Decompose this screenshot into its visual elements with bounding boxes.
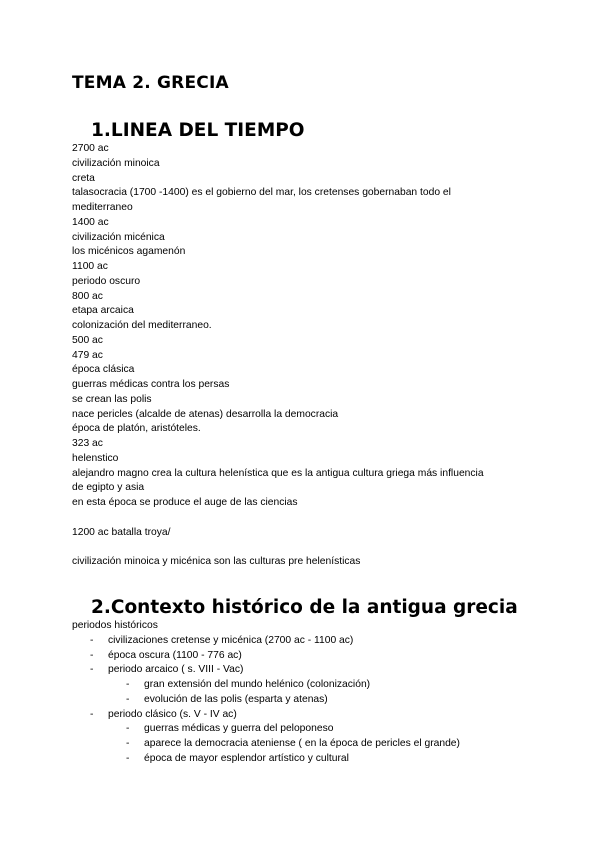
dash-bullet: - <box>126 738 130 749</box>
periods-list <box>72 634 542 767</box>
timeline-line: 1100 ac <box>72 261 108 272</box>
dash-bullet: - <box>126 752 130 764</box>
timeline-line: mediterraneo <box>72 202 133 213</box>
sub-list <box>108 678 542 708</box>
timeline-line: helenstico <box>72 452 119 464</box>
list-item <box>72 708 542 767</box>
timeline-line: época de platón, aristóteles. <box>72 423 201 435</box>
blank-line <box>72 511 542 526</box>
timeline-line: 1400 ac <box>72 216 109 228</box>
note-pre-helenisticas: civilización minoica y micénica son las culturas pre helenísticas <box>72 556 361 567</box>
sub-list-item-text: guerras médicas y guerra del peloponeso <box>144 723 334 735</box>
dash-bullet: - <box>126 693 130 705</box>
list-item-text: civilizaciones cretense y micénica (2700 ac - 1100 ac) <box>108 634 354 646</box>
timeline-line: creta <box>72 172 95 184</box>
timeline-line: guerras médicas contra los persas <box>72 379 230 390</box>
periods-intro: periodos históricos <box>72 620 158 631</box>
timeline-line: 479 ac <box>72 349 103 361</box>
timeline-line: nace pericles (alcalde de atenas) desarrolla la democracia <box>72 408 339 420</box>
timeline-line: de egipto y asia <box>72 482 145 494</box>
sub-list-item <box>72 737 542 752</box>
timeline-line: época clásica <box>72 364 135 376</box>
list-item-text: periodo arcaico ( s. VIII - Vac) <box>108 664 244 676</box>
sub-list-item <box>72 678 542 693</box>
dash-bullet: - <box>126 723 130 735</box>
timeline-line: los micénicos agamenón <box>72 246 186 258</box>
timeline-line: 800 ac <box>72 290 103 302</box>
sub-list-item <box>72 722 542 737</box>
list-item-text: periodo clásico (s. V - IV ac) <box>108 708 237 720</box>
timeline-line: 323 ac <box>72 438 103 449</box>
timeline-line: 500 ac <box>72 334 103 346</box>
note-troya: 1200 ac batalla troya/ <box>72 526 171 538</box>
page-title: TEMA 2. GRECIA <box>72 73 229 93</box>
timeline-line: civilización micénica <box>72 231 165 243</box>
timeline-line: en esta época se produce el auge de las ciencias <box>72 497 298 508</box>
timeline-line: colonización del mediterraneo. <box>72 320 212 331</box>
dash-bullet: - <box>90 708 94 720</box>
timeline-line: talasocracia (1700 -1400) es el gobierno del mar, los cretenses gobernaban todo el <box>72 187 451 199</box>
list-item <box>72 649 542 664</box>
sub-list-item-text: aparece la democracia ateniense ( en la época de pericles el grande) <box>144 738 460 749</box>
list-item-text: época oscura (1100 - 776 ac) <box>108 649 242 661</box>
timeline-line: 2700 ac <box>72 143 109 154</box>
list-item <box>72 634 542 649</box>
section-heading-timeline: 1.LINEA DEL TIEMPO <box>91 120 305 141</box>
timeline-line: etapa arcaica <box>72 305 134 317</box>
sub-list-item-text: gran extensión del mundo helénico (colonización) <box>144 679 371 690</box>
sub-list <box>108 722 542 766</box>
section-heading-contexto: 2.Contexto histórico de la antigua grecia <box>91 597 518 618</box>
timeline-line: civilización minoica <box>72 157 160 169</box>
dash-bullet: - <box>90 634 94 646</box>
timeline-line: alejandro magno crea la cultura helenística que es la antigua cultura griega más influencia <box>72 467 484 479</box>
dash-bullet: - <box>126 679 130 690</box>
blank-line <box>72 540 542 555</box>
dash-bullet: - <box>90 649 94 661</box>
sub-list-item <box>72 752 542 767</box>
sub-list-item-text: evolución de las polis (esparta y atenas) <box>144 693 328 705</box>
timeline-text <box>72 142 542 570</box>
dash-bullet: - <box>90 664 94 676</box>
timeline-line: periodo oscuro <box>72 275 141 287</box>
list-item <box>72 663 542 707</box>
sub-list-item-text: época de mayor esplendor artístico y cultural <box>144 752 349 764</box>
timeline-line: se crean las polis <box>72 393 152 405</box>
periods-section <box>72 619 542 767</box>
sub-list-item <box>72 693 542 708</box>
